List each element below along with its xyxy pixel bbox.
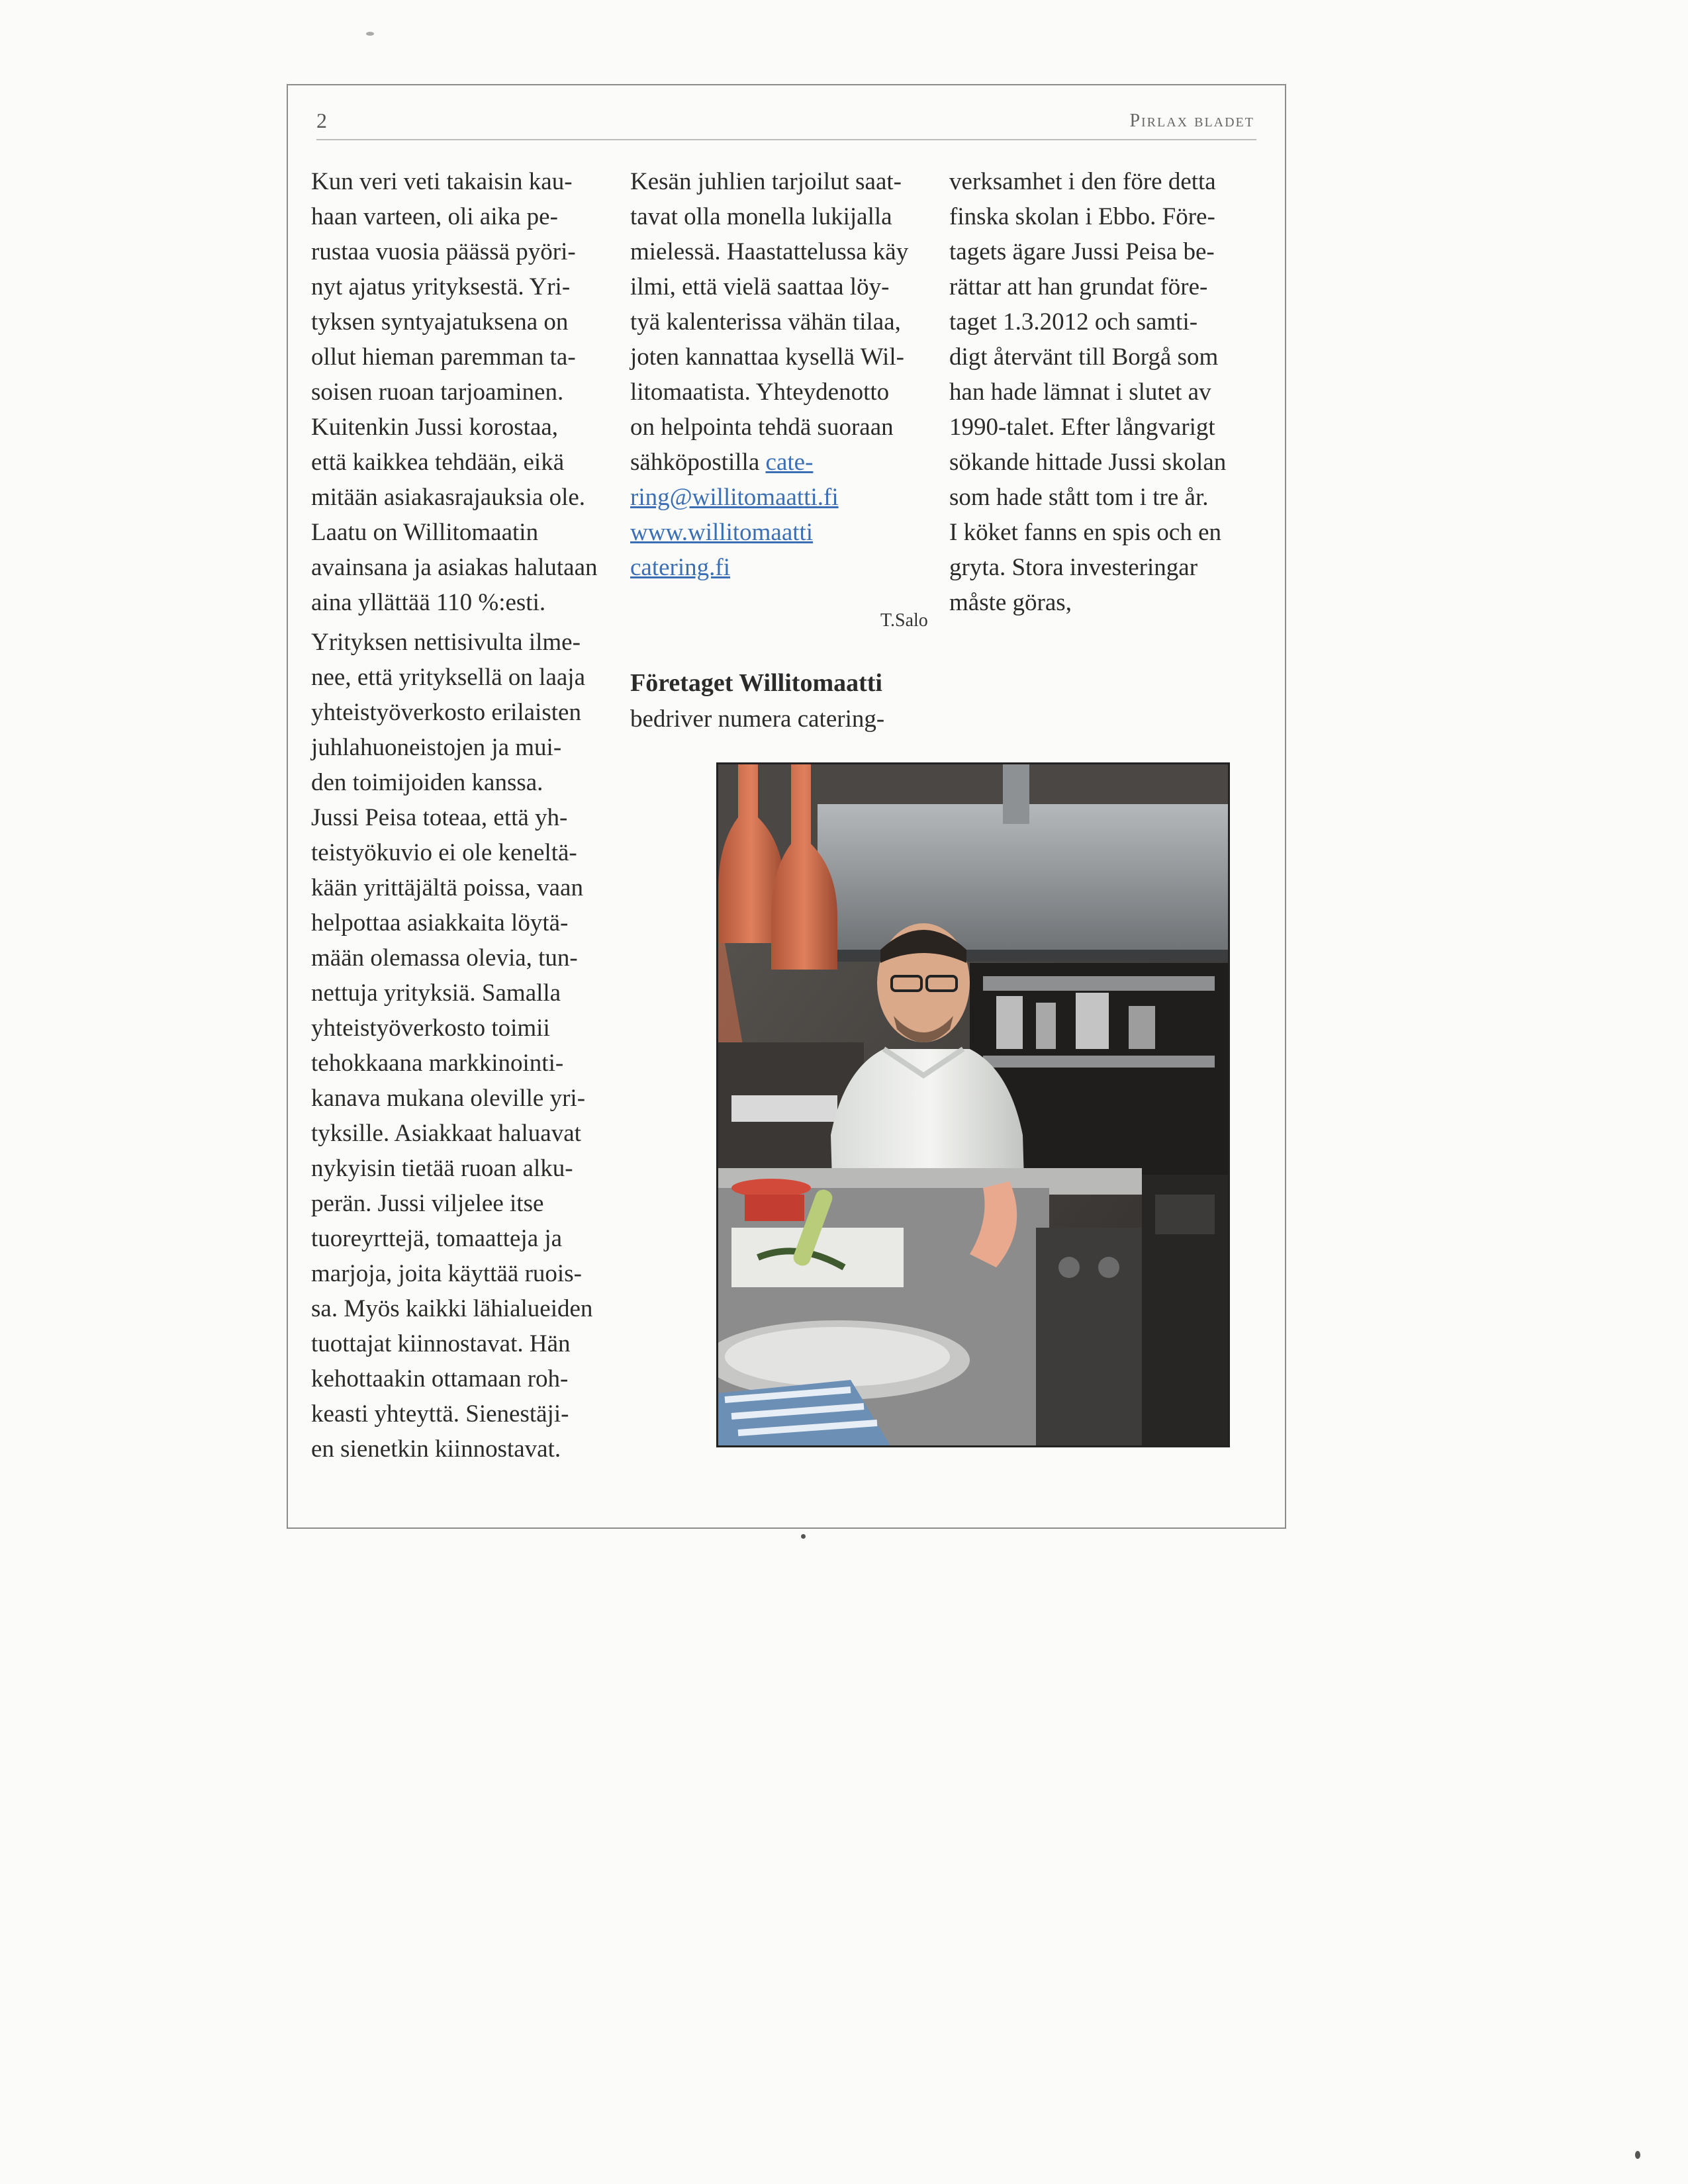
scan-speck bbox=[801, 1534, 806, 1539]
website-link-part1[interactable]: www.willitomaatti bbox=[630, 519, 814, 546]
publication-title: Pirlax bladet bbox=[1129, 111, 1254, 131]
column1-paragraph2: Yrityksen nettisivulta ilme- nee, että yrityksellä on laaja yhteistyöverkosto erilaisten juhlahuoneistojen ja mui- den toimijoiden kanssa. Jussi Peisa toteaa, että yh- teistyökuvio ei ole keneltä- kään yrittäjältä poissa, vaan helpottaa asiakkaita löytä- mään olemassa olevia, tun- nettuja yrityksiä. Samalla yhteistyöverkosto toimii tehokkaana markkinointi- kanava mukana oleville yri- tyksille. Asiakkaat haluavat nykyisin tietää ruoan alku- perän. Jussi viljelee itse tuoreyrttejä, tomaatteja ja marjoja, joita käyttää ruois- sa. Myös kaikki lähialueiden tuottajat kiinnostavat. Hän kehottaakin ottamaan roh- keasti yhteyttä. Sienestäji- en sienetkin kiinnostavat. bbox=[311, 629, 593, 1463]
swedish-section-start: bedriver numera catering- bbox=[630, 705, 885, 733]
header-rule bbox=[316, 139, 1256, 140]
column2-paragraph1 bbox=[630, 164, 941, 585]
page-number: 2 bbox=[316, 109, 327, 132]
chef-photo-illustration bbox=[718, 764, 1228, 1445]
scan-speck bbox=[366, 32, 374, 36]
author-signature: T.Salo bbox=[880, 610, 928, 631]
email-link-part2[interactable]: ring@willitomaatti.fi bbox=[630, 484, 839, 511]
column1-paragraph1: Kun veri veti takaisin kau- haan varteen, oli aika pe- rustaa vuosia päässä pyöri- nyt ajatus yrityksestä. Yri- tyksen syntyajatuksena on ollut hieman paremman ta- soisen ruoan tarjoaminen. Kuitenkin Jussi korostaa, että kaikkea tehdään, eikä mitään asiakasrajauksia ole. Laatu on Willitomaatin avainsana ja asiakas halutaan aina yllättää 110 %:esti. bbox=[311, 168, 598, 616]
swedish-section-heading: Företaget Willitomaatti bbox=[630, 669, 882, 697]
column2-text: Kesän juhlien tarjoilut saat- tavat olla monella lukijalla mielessä. Haastattelussa käy ilmi, että vielä saattaa löy- tyä kalenterissa vähän tilaa, joten kannattaa kysellä Wil- litomaatista. Yhteydenotto on helpointa tehdä suoraan sähköpostilla bbox=[630, 168, 909, 476]
column3-paragraph1: verksamhet i den före detta finska skolan i Ebbo. Före- tagets ägare Jussi Peisa be- rättar att han grundat före- taget 1.3.2012 och samti- digt återvänt till Borgå som han hade lämnat i slutet av 1990-talet. Efter långvarigt sökande hittade Jussi skolan som hade stått tom i tre år. I köket fanns en spis och en gryta. Stora investeringar måste göras, bbox=[949, 168, 1227, 616]
kitchen-chef-photo bbox=[716, 762, 1230, 1447]
scan-speck bbox=[1635, 2151, 1640, 2159]
website-link-part2[interactable]: catering.fi bbox=[630, 554, 730, 581]
email-link-part1[interactable]: cate- bbox=[765, 449, 814, 476]
